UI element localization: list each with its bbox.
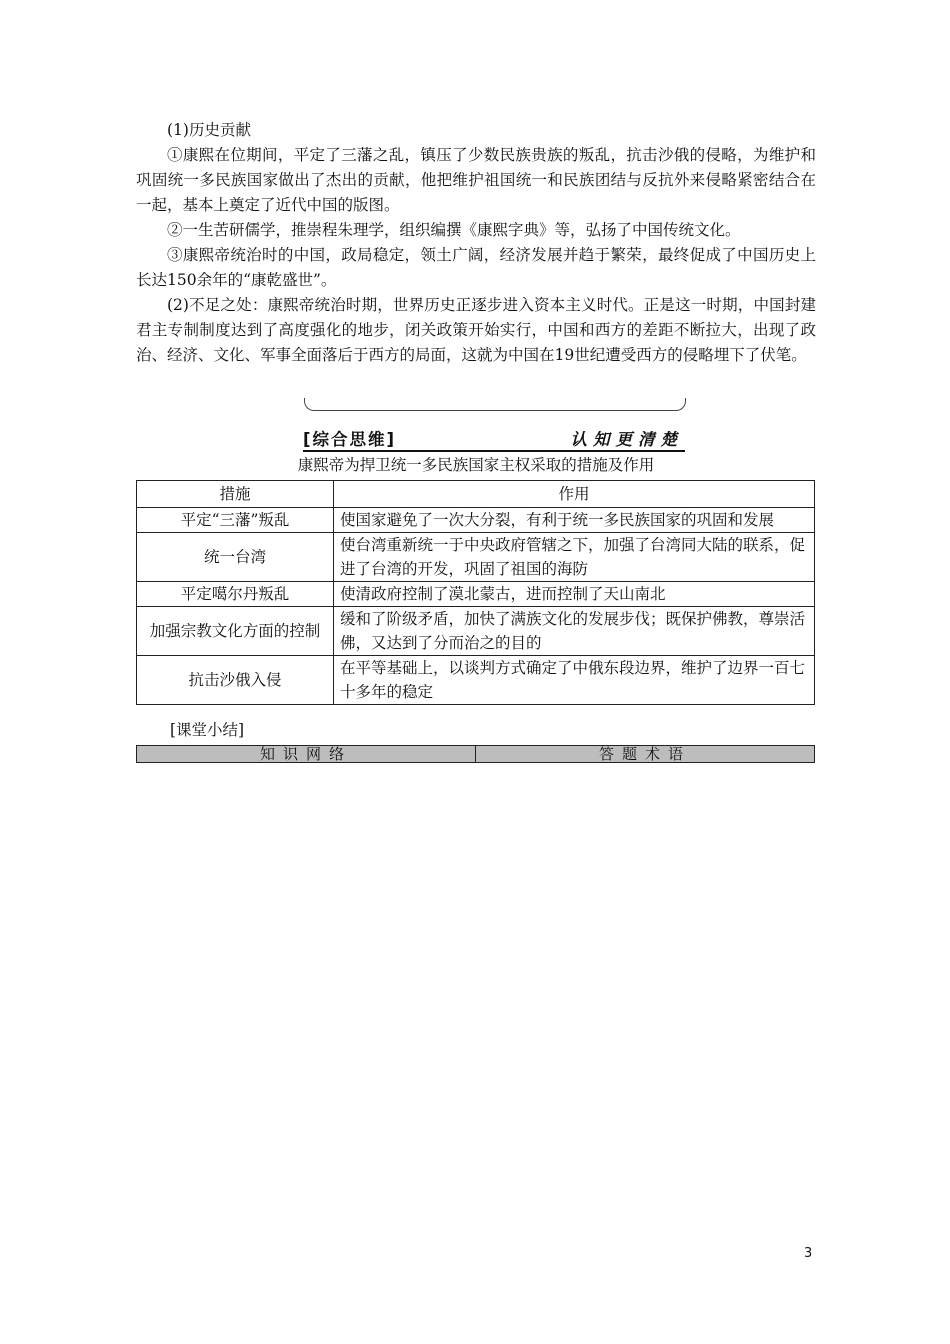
knowledge-network-header: 知识网络	[137, 746, 476, 763]
page-number: 3	[804, 1246, 813, 1261]
measures-table	[136, 480, 815, 705]
effect-cell: 使台湾重新统一于中央政府管辖之下，加强了台湾同大陆的联系，促进了台湾的开发，巩固了祖国的海防	[334, 533, 815, 582]
summary-header-row	[137, 746, 815, 763]
section-banner	[303, 426, 685, 452]
section-divider-bracket	[304, 398, 686, 411]
table-row	[137, 508, 815, 533]
measure-cell: 平定“三藩”叛乱	[137, 508, 334, 533]
answer-terms-header: 答题术语	[476, 746, 815, 763]
effect-cell: 使国家避免了一次大分裂，有利于统一多民族国家的巩固和发展	[334, 508, 815, 533]
header-effect: 作用	[334, 481, 815, 508]
header-measure: 措施	[137, 481, 334, 508]
measure-cell: 统一台湾	[137, 533, 334, 582]
effect-cell: 在平等基础上，以谈判方式确定了中俄东段边界，维护了边界一百七十多年的稳定	[334, 656, 815, 705]
paragraph-shortcomings: (2)不足之处：康熙帝统治时期，世界历史正逐步进入资本主义时代。正是这一时期，中国封建君主专制制度达到了高度强化的地步，闭关政策开始实行，中国和西方的差距不断拉大，出现了政治、经济、文化、军事全面落后于西方的局面，这就为中国在19世纪遭受西方的侵略埋下了伏笔。	[136, 296, 816, 364]
table-row	[137, 656, 815, 705]
paragraph-contribution-2: ②一生苦研儒学，推崇程朱理学，组织编撰《康熙字典》等，弘扬了中国传统文化。	[167, 221, 741, 239]
effect-cell: 缓和了阶级矛盾，加快了满族文化的发展步伐；既保护佛教，尊崇活佛，又达到了分而治之的目的	[334, 607, 815, 656]
measure-cell: 抗击沙俄入侵	[137, 656, 334, 705]
banner-subtitle: 认知更清楚	[570, 430, 683, 449]
table-row	[137, 582, 815, 607]
table-row	[137, 533, 815, 582]
section-heading-contributions: (1)历史贡献	[167, 121, 251, 139]
paragraph-contribution-1: ①康熙在位期间，平定了三藩之乱，镇压了少数民族贵族的叛乱，抗击沙俄的侵略，为维护和巩固统一多民族国家做出了杰出的贡献，他把维护祖国统一和民族团结与反抗外来侵略紧密结合在一起，基本上奠定了近代中国的版图。	[136, 146, 816, 214]
measure-cell: 加强宗教文化方面的控制	[137, 607, 334, 656]
effect-cell: 使清政府控制了漠北蒙古，进而控制了天山南北	[334, 582, 815, 607]
table-caption: 康熙帝为捍卫统一多民族国家主权采取的措施及作用	[297, 456, 655, 474]
paragraph-contribution-3: ③康熙帝统治时的中国，政局稳定，领土广阔，经济发展并趋于繁荣，最终促成了中国历史上长达150余年的“康乾盛世”。	[136, 246, 816, 289]
body-text	[136, 118, 816, 368]
class-summary-label: [课堂小结]	[170, 721, 245, 739]
summary-header-table	[136, 745, 815, 763]
measure-cell: 平定噶尔丹叛乱	[137, 582, 334, 607]
table-row	[137, 607, 815, 656]
banner-title: [综合思维]	[303, 430, 397, 449]
table-header-row	[137, 481, 815, 508]
